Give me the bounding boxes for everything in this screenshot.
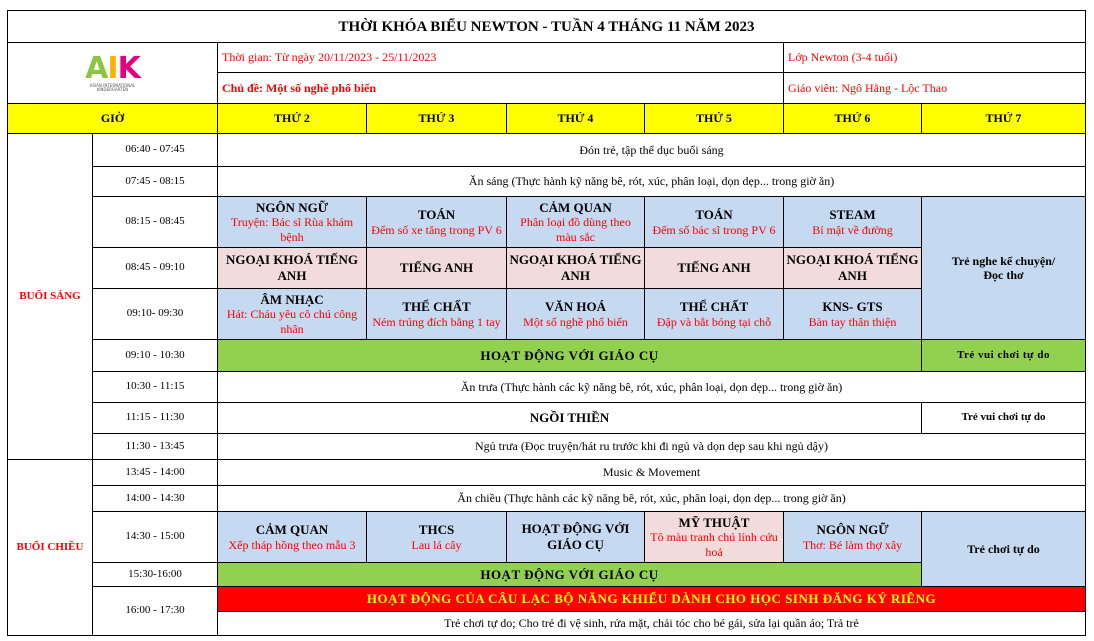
lesson-subject: NGÔN NGỮ xyxy=(816,522,889,537)
topic: Chủ đề: Một số nghề phổ biến xyxy=(217,72,784,104)
row-end-of-day: Trẻ chơi tự do; Cho trẻ đi vệ sinh, rửa mặt, chải tóc cho bé gái, sửa lại quần áo; Trả trẻ xyxy=(217,611,1086,636)
lesson-desc: Đếm số xe tăng trong PV 6 xyxy=(371,222,502,237)
lesson-cell xyxy=(366,288,507,340)
session-afternoon: BUỔI CHIỀU xyxy=(7,459,93,636)
row-welcome: Đón trẻ, tập thể dục buổi sáng xyxy=(217,133,1086,167)
lesson-desc: Thơ: Bé làm thợ xây xyxy=(802,537,903,552)
lesson-subject: THỂ CHẤT xyxy=(402,299,471,314)
lesson-cell xyxy=(366,196,507,248)
time-slot: 15:30-16:00 xyxy=(92,562,218,587)
time-slot: 11:30 - 13:45 xyxy=(92,433,218,460)
lesson-desc: Bàn tay thân thiện xyxy=(808,314,897,329)
lesson-desc: Xếp tháp hồng theo mẫu 3 xyxy=(228,537,356,552)
lesson-cell xyxy=(644,511,784,563)
lesson-cell xyxy=(217,288,367,340)
lesson-desc: Truyện: Bác sĩ Rùa khám bệnh xyxy=(230,215,354,244)
teacher: Giáo viên: Ngô Hằng - Lộc Thao xyxy=(783,72,1086,104)
header-gio: GIỜ xyxy=(7,103,218,134)
lesson-desc: Đếm số bác sĩ trong PV 6 xyxy=(652,222,776,237)
lesson-subject: KNS- GTS xyxy=(822,299,883,314)
class-name: Lớp Newton (3-4 tuổi) xyxy=(783,42,1086,73)
lesson-desc: Lau lá cây xyxy=(411,537,462,552)
saturday-morning-activity: Trẻ nghe kể chuyện/Đọc thơ xyxy=(921,196,1086,340)
time-slot: 14:30 - 15:00 xyxy=(92,511,218,563)
saturday-free-play-2: Trẻ vui chơi tự do xyxy=(921,402,1086,434)
lesson-cell: TIẾNG ANH xyxy=(366,247,507,289)
lesson-cell xyxy=(506,288,645,340)
lesson-desc: Đập và bắt bóng tại chỗ xyxy=(656,314,772,329)
lesson-subject: VĂN HOÁ xyxy=(544,299,607,314)
row-teaching-aids: HOẠT ĐỘNG VỚI GIÁO CỤ xyxy=(217,339,922,372)
time-slot: 06:40 - 07:45 xyxy=(92,133,218,167)
logo-tagline-2: KINDERGARTEN xyxy=(96,87,129,92)
row-afternoon-snack: Ăn chiều (Thực hành các kỹ năng bê, rót, xúc, phân loại, dọn dẹp... trong giờ ăn) xyxy=(217,485,1086,512)
time-slot: 09:10 - 10:30 xyxy=(92,339,218,372)
header-day-3: THỨ 3 xyxy=(366,103,507,134)
saturday-afternoon-activity: Trẻ chơi tự do xyxy=(921,511,1086,587)
row-meditation: NGỒI THIỀN xyxy=(217,402,922,434)
lesson-subject: ÂM NHẠC xyxy=(260,291,324,307)
lesson-cell xyxy=(366,511,507,563)
lesson-cell xyxy=(783,288,922,340)
lesson-subject: HOẠT ĐỘNG VỚI GIÁO CỤ xyxy=(521,521,630,552)
header-day-2: THỨ 2 xyxy=(217,103,367,134)
time-range: Thời gian: Từ ngày 20/11/2023 - 25/11/2023 xyxy=(217,42,784,73)
school-logo xyxy=(85,50,140,93)
lesson-subject: MỸ THUẬT xyxy=(678,514,750,530)
lesson-cell: NGOẠI KHOÁ TIẾNG ANH xyxy=(506,247,645,289)
row-teaching-aids-2: HOẠT ĐỘNG VỚI GIÁO CỤ xyxy=(217,562,922,587)
lesson-subject: NGÔN NGỮ xyxy=(255,199,329,215)
row-breakfast: Ăn sáng (Thực hành kỹ năng bê, rót, xúc, phân loại, dọn dẹp... trong giờ ăn) xyxy=(217,166,1086,197)
lesson-cell xyxy=(644,196,784,248)
time-slot: 14:00 - 14:30 xyxy=(92,485,218,512)
lesson-desc: Tô màu tranh chú lính cứu hoả xyxy=(650,530,778,559)
lesson-cell xyxy=(783,196,922,248)
lesson-cell: TIẾNG ANH xyxy=(644,247,784,289)
row-lunch: Ăn trưa (Thực hành các kỹ năng bê, rót, xúc, phân loại, dọn dẹp... trong giờ ăn) xyxy=(217,371,1086,403)
lesson-desc: Một số nghề phổ biến xyxy=(523,314,628,329)
lesson-cell xyxy=(506,196,645,248)
time-slot: 11:15 - 11:30 xyxy=(92,402,218,434)
page-title: THỜI KHÓA BIỂU NEWTON - TUẦN 4 THÁNG 11 NĂM 2023 xyxy=(7,10,1086,43)
row-club-activities: HOẠT ĐỘNG CỦA CÂU LẠC BỘ NĂNG KHIẾU DÀNH CHO HỌC SINH ĐĂNG KÝ RIÊNG xyxy=(217,586,1086,612)
lesson-subject: TOÁN xyxy=(417,207,456,222)
lesson-subject: CẢM QUAN xyxy=(255,522,329,537)
lesson-cell: NGOẠI KHOÁ TIẾNG ANH xyxy=(217,247,367,289)
session-morning: BUỔI SÁNG xyxy=(7,133,93,460)
time-slot: 09:10- 09:30 xyxy=(92,288,218,340)
header-day-6: THỨ 6 xyxy=(783,103,922,134)
lesson-subject: STEAM xyxy=(829,207,876,222)
time-slot: 16:00 - 17:30 xyxy=(92,586,218,636)
lesson-subject: CẢM QUAN xyxy=(539,199,612,215)
lesson-cell xyxy=(644,288,784,340)
lesson-cell xyxy=(783,511,922,563)
logo-tagline-1: ASIAN INTERNATIONAL xyxy=(89,82,136,88)
logo-text: AIK xyxy=(85,50,140,86)
lesson-cell xyxy=(217,511,367,563)
lesson-cell xyxy=(217,196,367,248)
lesson-desc: Bí mật về đường xyxy=(812,222,893,237)
lesson-subject: THỂ CHẤT xyxy=(679,299,749,314)
lesson-desc: Phân loại đồ dùng theo màu sắc xyxy=(520,215,631,244)
header-day-4: THỨ 4 xyxy=(506,103,645,134)
lesson-desc: Hát: Cháu yêu cô chú công nhân xyxy=(226,307,358,336)
time-slot: 13:45 - 14:00 xyxy=(92,459,218,486)
time-slot: 07:45 - 08:15 xyxy=(92,166,218,197)
saturday-free-play: Trẻ vui chơi tự do xyxy=(921,339,1086,372)
header-day-7: THỨ 7 xyxy=(921,103,1086,134)
time-slot: 10:30 - 11:15 xyxy=(92,371,218,403)
lesson-subject: TOÁN xyxy=(695,207,733,222)
row-nap: Ngủ trưa (Đọc truyện/hát ru trước khi đi ngủ và dọn dẹp sau khi ngủ dậy) xyxy=(217,433,1086,460)
time-slot: 08:15 - 08:45 xyxy=(92,196,218,248)
lesson-cell xyxy=(506,511,645,563)
logo-cell xyxy=(7,42,218,104)
lesson-subject: THCS xyxy=(418,522,455,537)
lesson-desc: Ném trúng đích bằng 1 tay xyxy=(372,314,501,329)
row-music-movement: Music & Movement xyxy=(217,459,1086,486)
header-day-5: THỨ 5 xyxy=(644,103,784,134)
lesson-cell: NGOẠI KHOÁ TIẾNG ANH xyxy=(783,247,922,289)
time-slot: 08:45 - 09:10 xyxy=(92,247,218,289)
